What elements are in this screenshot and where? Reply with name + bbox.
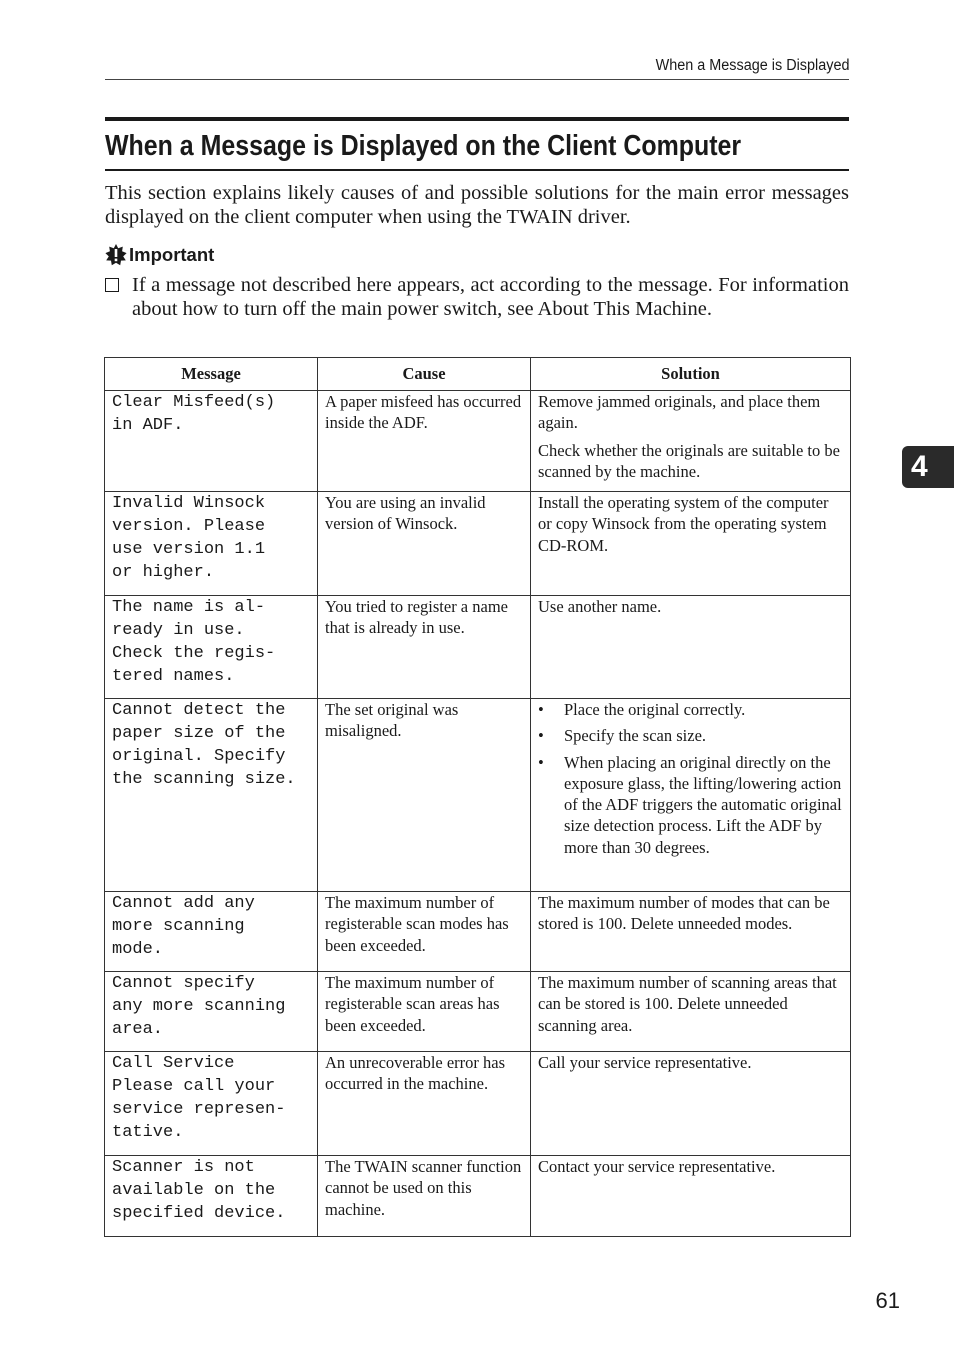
solution-cell xyxy=(531,699,851,892)
section-title: When a Message is Displayed on the Client Computer xyxy=(105,130,742,162)
solution-bullet: • Specify the scan size. xyxy=(538,725,844,746)
running-header: When a Message is Displayed xyxy=(655,57,849,74)
message-cell: Call Service Please call your service represen- tative. xyxy=(105,1052,318,1156)
chapter-tab: 4 xyxy=(902,446,954,488)
message-cell: Cannot add any more scanning mode. xyxy=(105,892,318,972)
intro-paragraph: This section explains likely causes of and possible solutions for the main error messages displayed on the client computer when using the TWAIN driver. xyxy=(105,182,849,228)
solution-cell xyxy=(531,972,851,1052)
solution-cell xyxy=(531,596,851,699)
title-rule-bottom xyxy=(105,169,849,171)
column-header-solution: Solution xyxy=(531,358,851,391)
table-row xyxy=(105,1052,851,1156)
table-header-row xyxy=(105,358,851,391)
table-row xyxy=(105,596,851,699)
solution-paragraph: Check whether the originals are suitable to be scanned by the machine. xyxy=(538,440,840,481)
solution-cell xyxy=(531,492,851,596)
important-note-text: If a message not described here appears, act according to the message. For information about how to turn off the main power switch, see About This Machine. xyxy=(132,274,849,320)
cause-cell: The maximum number of registerable scan areas has been exceeded. xyxy=(318,972,531,1052)
solution-paragraph: Remove jammed originals, and place them again. xyxy=(538,392,821,433)
solution-bullet-list xyxy=(538,699,844,858)
table-row xyxy=(105,972,851,1052)
table-row xyxy=(105,391,851,492)
important-note xyxy=(105,273,849,321)
column-header-cause: Cause xyxy=(318,358,531,391)
message-cell: Invalid Winsock version. Please use version 1.1 or higher. xyxy=(105,492,318,596)
column-header-message: Message xyxy=(105,358,318,391)
cause-cell: You are using an invalid version of Winsock. xyxy=(318,492,531,596)
solution-cell xyxy=(531,1156,851,1237)
cause-cell: The TWAIN scanner function cannot be used on this machine. xyxy=(318,1156,531,1237)
cause-cell: A paper misfeed has occurred inside the ADF. xyxy=(318,391,531,492)
important-label: Important xyxy=(129,244,215,265)
solution-paragraph: Call your service representative. xyxy=(538,1053,752,1072)
message-cell: The name is al- ready in use. Check the regis- tered names. xyxy=(105,596,318,699)
cause-cell: You tried to register a name that is already in use. xyxy=(318,596,531,699)
solution-bullet: • Place the original correctly. xyxy=(538,699,844,720)
important-heading xyxy=(105,244,214,266)
table-row xyxy=(105,492,851,596)
solution-paragraph: Install the operating system of the computer or copy Winsock from the operating system CD-ROM. xyxy=(538,493,829,555)
title-rule-top xyxy=(105,117,849,121)
solution-cell xyxy=(531,391,851,492)
solution-bullet: • When placing an original directly on the exposure glass, the lifting/lowering action of the ADF triggers the automatic original size detection process. Lift the ADF by more than 30 degrees. xyxy=(538,752,844,858)
important-badge-icon xyxy=(105,244,127,266)
solution-paragraph: Contact your service representative. xyxy=(538,1157,776,1176)
solution-cell xyxy=(531,1052,851,1156)
solution-paragraph: The maximum number of scanning areas that can be stored is 100. Delete unneeded scanning area. xyxy=(538,973,837,1035)
cause-cell: The set original was misaligned. xyxy=(318,699,531,892)
cause-cell: The maximum number of registerable scan modes has been exceeded. xyxy=(318,892,531,972)
table-row xyxy=(105,1156,851,1237)
checkbox-bullet-icon xyxy=(105,278,119,292)
table-row xyxy=(105,892,851,972)
solution-paragraph: Use another name. xyxy=(538,597,662,616)
message-cell: Clear Misfeed(s) in ADF. xyxy=(105,391,318,492)
table-row xyxy=(105,699,851,892)
cause-cell: An unrecoverable error has occurred in the machine. xyxy=(318,1052,531,1156)
error-message-table xyxy=(104,357,851,1237)
header-rule xyxy=(105,79,849,80)
solution-paragraph: The maximum number of modes that can be stored is 100. Delete unneeded modes. xyxy=(538,893,830,934)
page-number: 61 xyxy=(875,1288,900,1313)
solution-cell xyxy=(531,892,851,972)
message-cell: Scanner is not available on the specified device. xyxy=(105,1156,318,1237)
message-cell: Cannot specify any more scanning area. xyxy=(105,972,318,1052)
message-cell: Cannot detect the paper size of the original. Specify the scanning size. xyxy=(105,699,318,892)
